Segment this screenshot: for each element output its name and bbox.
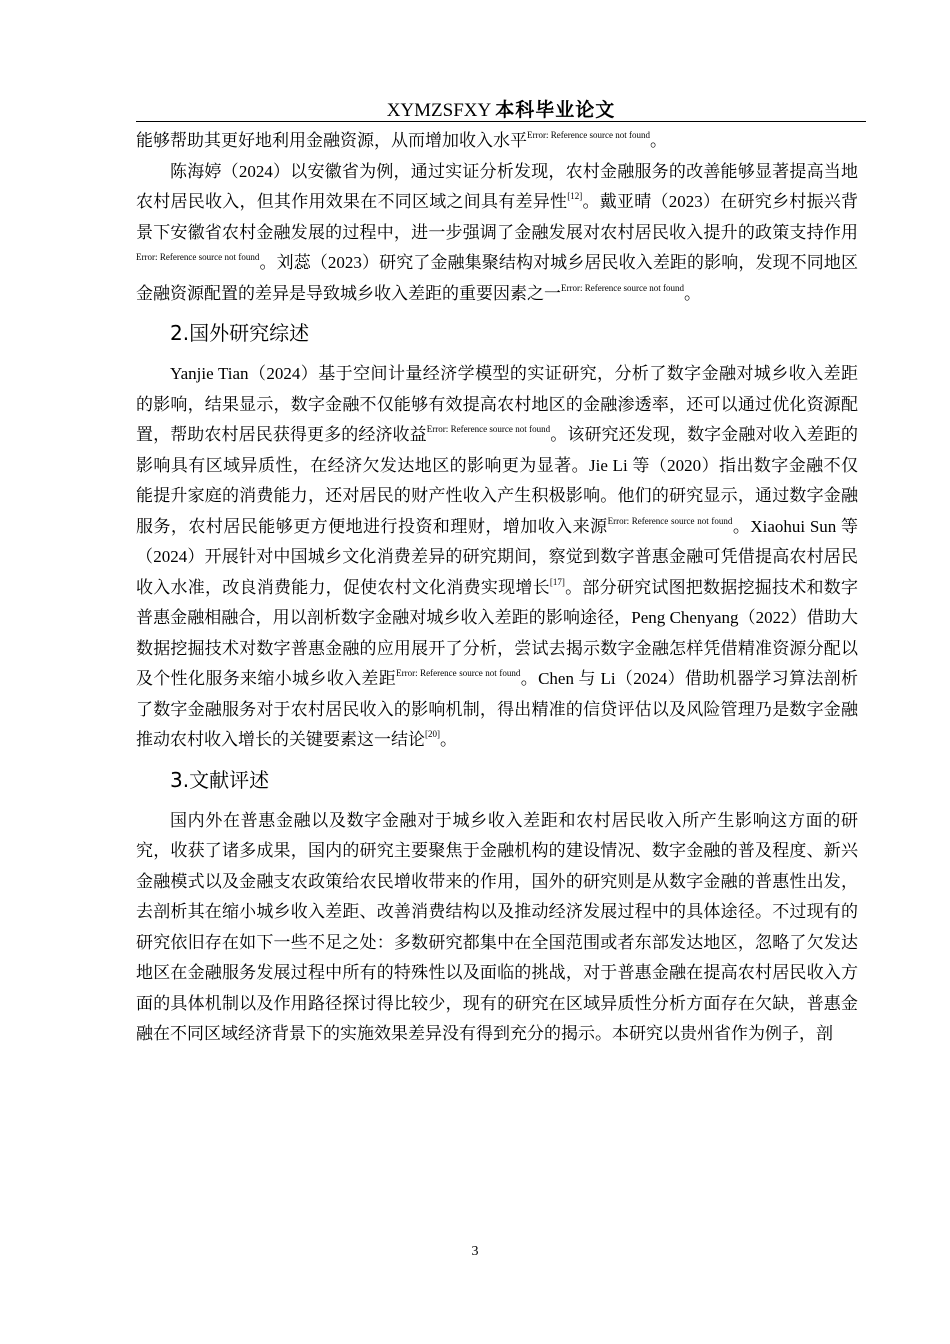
citation: [12]: [567, 191, 583, 201]
page-number: 3: [471, 1244, 479, 1259]
reference-error: Error: Reference source not found: [396, 668, 521, 678]
text: Yanjie Tian（2024）基于空间计量经济学模型的实证研究，分析了数字金融对城乡收入差距的影响，结果显示，数字金融不仅能够有效提高农村地区的金融渗透率，还可以通过优化资源配置，帮助农村居民获得更多的经济收益: [136, 364, 858, 444]
header-rule: [136, 121, 866, 122]
text: 。刘蕊（2023）研究了金融集聚结构对城乡居民收入差距的影响，发现不同地区金融资源配置的差异是导致城乡收入差距的重要因素之一: [136, 253, 858, 303]
reference-error: Error: Reference source not found: [527, 130, 650, 140]
header-title: 本科毕业论文: [495, 99, 616, 121]
paragraph-3: [136, 359, 858, 756]
text: 陈海婷（2024）以安徽省为例，通过实证分析发现，农村金融服务的改善能够显著提高当地农村居民收入，但其作用效果在不同区域之间具有差异性: [136, 161, 858, 211]
paragraph-2: [136, 157, 858, 310]
section-heading-foreign-research: 2.国外研究综述: [170, 321, 310, 345]
page-header: [136, 98, 866, 123]
citation: [20]: [425, 729, 440, 739]
reference-error: Error: Reference source not found: [136, 252, 260, 262]
text: 。戴亚晴（2023）在研究乡村振兴背景下安徽省农村金融发展的过程中，进一步强调了金融发展对农村居民收入提升的政策支持作用: [136, 192, 858, 242]
document-body: [136, 126, 858, 1050]
text: 。部分研究试图把数据挖掘技术和数字普惠金融相融合，用以剖析数字金融对城乡收入差距的影响途径，Peng Chenyang（2022）借助大数据挖掘技术对数字普惠金融的应用展开了分析，尝试去揭示数字金融怎样凭借精准资源分配以及个性化服务来缩小城乡收入差距: [136, 577, 859, 688]
text: 。Chen 与 Li（2024）借助机器学习算法剖析了数字金融服务对于农村居民收入的影响机制，得出精准的信贷评估以及风险管理乃是数字金融推动农村收入增长的关键要素这一结论: [136, 669, 859, 749]
text: 。Xiaohui Sun 等（2024）开展针对中国城乡文化消费差异的研究期间，察觉到数字普惠金融可凭借提高农村居民收入水准，改良消费能力，促使农村文化消费实现增长: [136, 516, 858, 597]
section-heading-literature-review: 3.文献评述: [170, 767, 270, 792]
reference-error: Error: Reference source not found: [561, 282, 684, 293]
text: 能够帮助其更好地利用金融资源，从而增加收入水平: [136, 131, 527, 150]
reference-error: Error: Reference source not found: [607, 515, 733, 526]
text: 。: [649, 131, 667, 150]
text: 。该研究还发现，数字金融对收入差距的影响具有区域异质性，在经济欠发达地区的影响更为显著。Jie Li 等（2020）指出数字金融不仅能提升家庭的消费能力，还对居民的财产性收入产生积极影响。他们的研究显示，通过数字金融服务，农村居民能够更方便地进行投资和理财，增加收入来源: [136, 425, 859, 536]
paragraph-4: 国内外在普惠金融以及数字金融对于城乡收入差距和农村居民收入所产生影响这方面的研究，收获了诸多成果，国内的研究主要聚焦于金融机构的建设情况、数字金融的普及程度、新兴金融模式以及金融支农政策给农民增收带来的作用，国外的研究则是从数字金融的普惠性出发，去剖析其在缩小城乡收入差距、改善消费结构以及推动经济发展过程中的具体途径。不过现有的研究依旧存在如下一些不足之处：多数研究都集中在全国范围或者东部发达地区，忽略了欠发达地区在金融服务发展过程中所有的特殊性以及面临的挑战，对于普惠金融在提高农村居民收入方面的具体机制以及作用路径探讨得比较少，现有的研究在区域异质性分析方面存在欠缺，普惠金融在不同区域经济背景下的实施效果差异没有得到充分的揭示。本研究以贵州省作为例子，剖: [136, 810, 858, 1043]
text: 。: [683, 283, 701, 303]
text: 。: [440, 730, 457, 749]
reference-error: Error: Reference source not found: [426, 424, 551, 434]
header-latin: XYMZSFXY: [386, 100, 491, 121]
paragraph-1: [136, 126, 858, 157]
citation: [17]: [549, 576, 565, 587]
